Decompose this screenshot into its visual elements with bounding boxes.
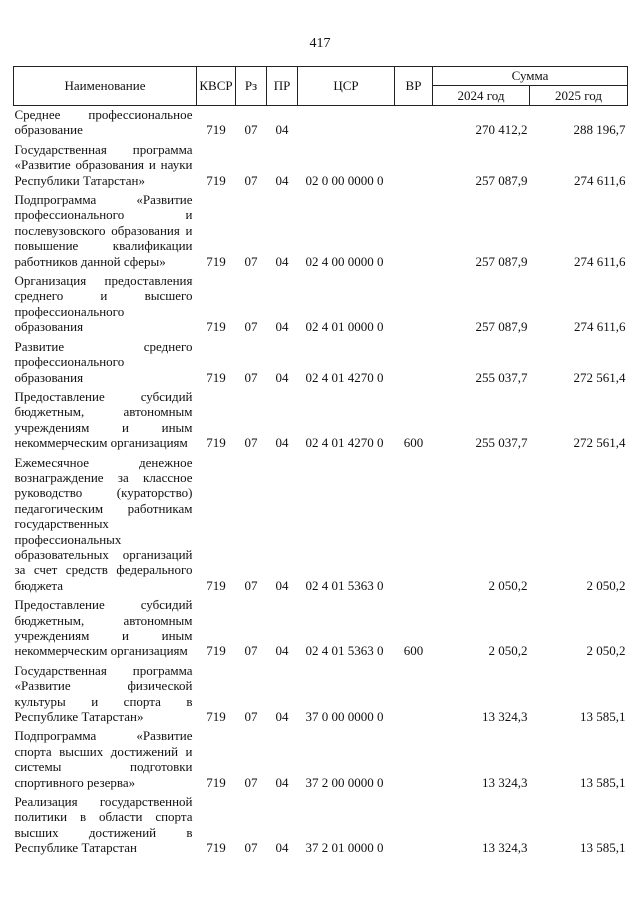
cell-sum-2024: 257 087,9: [475, 172, 528, 188]
cell-csr: 02 4 01 5363 0: [305, 577, 384, 593]
table-row: [14, 727, 628, 793]
cell-kvsr: 719: [206, 577, 226, 593]
cell-sum-2024: 13 324,3: [482, 840, 528, 856]
cell-sum-2024: 2 050,2: [488, 577, 528, 593]
row-name: Среднее профессиональное образование: [14, 107, 193, 138]
cell-sum-2024: 257 087,9: [475, 319, 528, 335]
cell-csr: 37 2 00 0000 0: [305, 774, 384, 790]
row-name: Подпрограмма «Развитие профессионального и послевузовского образования и повышение квалификации работников данной сферы»: [14, 192, 193, 269]
row-name: Развитие среднего профессионального образования: [14, 338, 193, 385]
cell-csr: 02 0 00 0000 0: [305, 172, 384, 188]
table-row: [14, 106, 628, 141]
cell-pr: 04: [275, 709, 289, 725]
table-body: [14, 106, 628, 859]
cell-rz: 07: [244, 774, 258, 790]
cell-rz: 07: [244, 319, 258, 335]
cell-kvsr: 719: [206, 709, 226, 725]
cell-csr: 37 0 00 0000 0: [305, 709, 384, 725]
cell-sum-2024: 270 412,2: [475, 122, 528, 138]
cell-kvsr: 719: [206, 172, 226, 188]
cell-vr: 600: [403, 435, 424, 451]
table-row: [14, 272, 628, 338]
cell-pr: 04: [275, 369, 289, 385]
cell-kvsr: 719: [206, 840, 226, 856]
cell-sum-2025: 274 611,6: [573, 172, 626, 188]
cell-rz: 07: [244, 577, 258, 593]
cell-rz: 07: [244, 369, 258, 385]
cell-vr: 600: [403, 643, 424, 659]
cell-rz: 07: [244, 840, 258, 856]
cell-sum-2024: 257 087,9: [475, 253, 528, 269]
cell-kvsr: 719: [206, 435, 226, 451]
cell-vr: [395, 106, 433, 141]
header-pr: ПР: [267, 67, 298, 106]
cell-kvsr: 719: [206, 122, 226, 138]
cell-rz: 07: [244, 709, 258, 725]
cell-sum-2025: 2 050,2: [586, 577, 626, 593]
cell-pr: 04: [275, 774, 289, 790]
cell-sum-2025: 13 585,1: [580, 709, 626, 725]
cell-vr: [395, 141, 433, 191]
cell-csr: 37 2 01 0000 0: [305, 840, 384, 856]
header-year-2025: 2025 год: [530, 86, 628, 106]
table-row: [14, 596, 628, 662]
table-row: [14, 141, 628, 191]
cell-csr: 02 4 00 0000 0: [305, 253, 384, 269]
cell-kvsr: 719: [206, 774, 226, 790]
table-header: [14, 67, 628, 106]
header-kvsr: КВСР: [197, 67, 236, 106]
header-name: Наименование: [14, 67, 197, 106]
cell-sum-2024: 13 324,3: [482, 774, 528, 790]
table-row: [14, 338, 628, 388]
cell-csr: 02 4 01 4270 0: [305, 369, 384, 385]
table-row: [14, 191, 628, 272]
cell-rz: 07: [244, 435, 258, 451]
cell-sum-2025: 272 561,4: [573, 435, 626, 451]
cell-pr: 04: [275, 253, 289, 269]
row-name: Подпрограмма «Развитие спорта высших достижений и системы подготовки спортивного резерва»: [14, 728, 193, 790]
header-csr: ЦСР: [298, 67, 395, 106]
cell-vr: [395, 793, 433, 859]
cell-sum-2024: 255 037,7: [475, 435, 528, 451]
cell-pr: 04: [275, 577, 289, 593]
cell-vr: [395, 272, 433, 338]
row-name: Организация предоставления среднего и высшего профессионального образования: [14, 273, 193, 335]
cell-sum-2025: 2 050,2: [586, 643, 626, 659]
cell-pr: 04: [275, 122, 289, 138]
cell-sum-2025: 274 611,6: [573, 319, 626, 335]
cell-vr: [395, 662, 433, 728]
header-sum: Сумма: [433, 67, 628, 86]
row-name: Реализация государственной политики в области спорта высших достижений в Республике Татарстан: [14, 794, 193, 856]
table-row: [14, 793, 628, 859]
cell-kvsr: 719: [206, 319, 226, 335]
budget-table: [13, 66, 628, 859]
cell-vr: [395, 727, 433, 793]
cell-kvsr: 719: [206, 253, 226, 269]
cell-sum-2025: 13 585,1: [580, 840, 626, 856]
table-row: [14, 454, 628, 597]
page-number: 417: [309, 36, 331, 51]
cell-rz: 07: [244, 172, 258, 188]
cell-sum-2024: 255 037,7: [475, 369, 528, 385]
cell-sum-2025: 274 611,6: [573, 253, 626, 269]
header-year-2024: 2024 год: [433, 86, 530, 106]
cell-csr: 02 4 01 5363 0: [305, 643, 384, 659]
table-row: [14, 388, 628, 454]
cell-pr: 04: [275, 840, 289, 856]
cell-csr: 02 4 01 4270 0: [305, 435, 384, 451]
cell-pr: 04: [275, 319, 289, 335]
header-rz: Рз: [236, 67, 267, 106]
row-name: Предоставление субсидий бюджетным, автономным учреждениям и иным некоммерческим организациям: [14, 597, 193, 659]
header-vr: ВР: [395, 67, 433, 106]
cell-csr: 02 4 01 0000 0: [305, 319, 384, 335]
cell-kvsr: 719: [206, 369, 226, 385]
cell-rz: 07: [244, 643, 258, 659]
row-name: Государственная программа «Развитие физической культуры и спорта в Республике Татарстан»: [14, 662, 193, 725]
cell-vr: [395, 338, 433, 388]
cell-vr: [395, 191, 433, 272]
cell-sum-2025: 13 585,1: [580, 774, 626, 790]
row-name: Ежемесячное денежное вознаграждение за классное руководство (кураторство) педагогическим работникам государственных профессиональных образовательных организаций за счет средств федерального бюджета: [14, 454, 193, 593]
cell-sum-2024: 13 324,3: [482, 709, 528, 725]
row-name: Предоставление субсидий бюджетным, автономным учреждениям и иным некоммерческим организациям: [14, 388, 193, 451]
row-name: Государственная программа «Развитие образования и науки Республики Татарстан»: [14, 141, 193, 188]
cell-rz: 07: [244, 253, 258, 269]
cell-pr: 04: [275, 643, 289, 659]
cell-vr: [395, 454, 433, 597]
cell-sum-2025: 288 196,7: [573, 122, 626, 138]
cell-rz: 07: [244, 122, 258, 138]
cell-csr: [298, 106, 395, 141]
cell-sum-2025: 272 561,4: [573, 369, 626, 385]
cell-sum-2024: 2 050,2: [488, 643, 528, 659]
cell-kvsr: 719: [206, 643, 226, 659]
table-row: [14, 662, 628, 728]
cell-pr: 04: [275, 435, 289, 451]
cell-pr: 04: [275, 172, 289, 188]
